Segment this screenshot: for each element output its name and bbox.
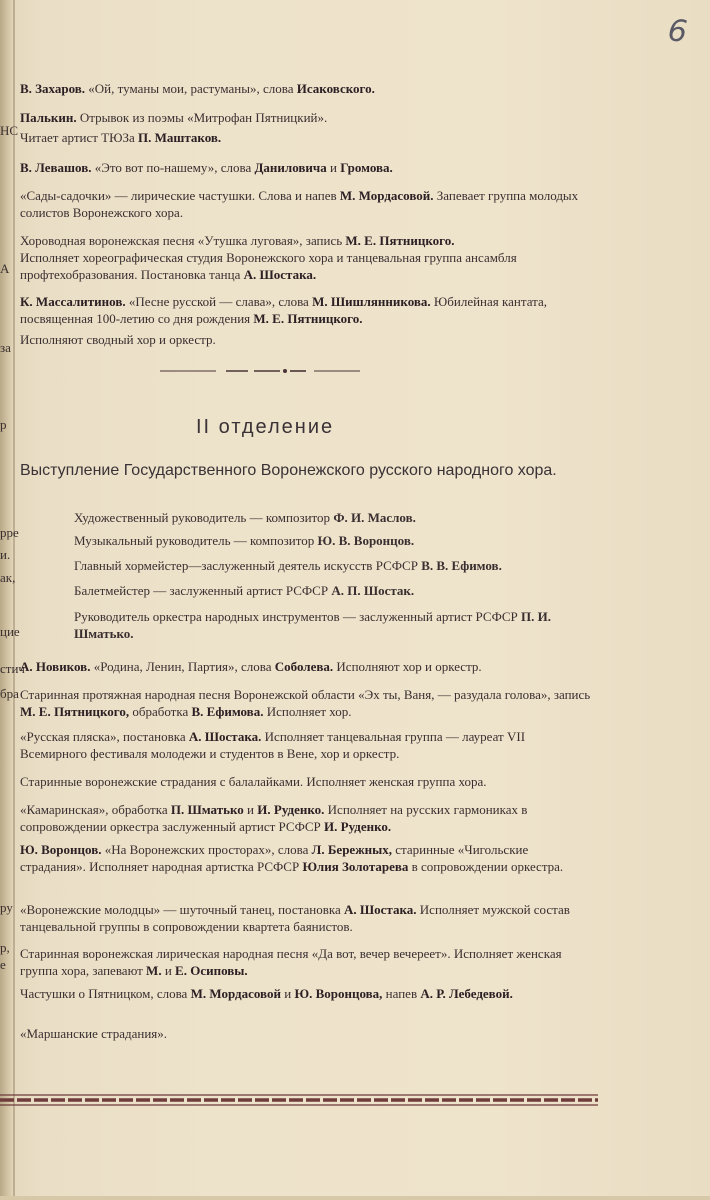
name-text: А. Шостака. <box>243 267 317 282</box>
name-text: М. Мордасовой. <box>339 188 434 203</box>
name-text: Ю. В. Воронцов. <box>317 533 415 548</box>
item-text: «Родина, Ленин, Партия», слова <box>90 659 275 674</box>
item-text: Художественный руководитель — композитор <box>74 510 334 525</box>
staff-line <box>74 557 594 574</box>
item-text: Старинные воронежские страдания с балалайками. Исполняет женская группа хора. <box>20 774 487 789</box>
item-text: «Это вот по-нашему», слова <box>91 160 255 175</box>
item-text: Исполняют сводный хор и оркестр. <box>20 332 216 347</box>
binding-edge-line <box>13 0 15 1200</box>
name-text: В. Левашов. <box>20 160 92 175</box>
name-text: Соболева. <box>274 659 334 674</box>
item-text: Балетмейстер — заслуженный артист РСФСР <box>74 583 332 598</box>
name-text: Палькин. <box>20 110 77 125</box>
name-text: А. Новиков. <box>20 659 91 674</box>
staff-line <box>74 509 594 526</box>
name-text: П. Маштаков. <box>138 130 222 145</box>
item-text: Исполняет мужской состав танцевальной группы в сопровождении квартета баянистов. <box>20 902 570 934</box>
binding-gutter <box>0 0 25 1200</box>
item-text: Исполняет хореографическая студия Воронежского хора и танцевальная группа ансамбля профтехобразования. Постановка танца <box>20 250 517 282</box>
item-text: «Песне русской — слава», слова <box>125 294 313 309</box>
name-text: А. Шостака. <box>188 729 262 744</box>
section-divider-ornament <box>160 365 360 377</box>
bottom-rule-ornament <box>0 1092 598 1108</box>
item-text: «Камаринская», обработка <box>20 802 171 817</box>
item-text: Руководитель оркестра народных инструментов — заслуженный артист РСФСР <box>74 609 522 624</box>
margin-fragment: ак, <box>0 570 16 585</box>
item-text: Частушки о Пятницком, слова <box>20 986 191 1001</box>
staff-line <box>74 582 594 599</box>
program-item <box>20 159 592 176</box>
program-item <box>20 249 592 283</box>
program-item <box>20 686 592 720</box>
name-text: И. Руденко. <box>324 819 392 834</box>
item-text: старинные «Чигольские страдания». Исполняет народная артистка РСФСР <box>20 842 529 874</box>
item-text: Музыкальный руководитель — композитор <box>74 533 318 548</box>
program-item <box>20 773 592 790</box>
program-item <box>20 232 592 249</box>
item-text: «Сады-садочки» — лирические частушки. Слова и напев <box>20 188 340 203</box>
margin-fragment: стич <box>0 661 25 676</box>
margin-fragment: бра <box>0 686 19 701</box>
program-item <box>20 1025 592 1042</box>
item-text: Читает артист ТЮЗа <box>20 130 138 145</box>
staff-line <box>74 608 594 642</box>
name-text: И. Руденко. <box>257 802 325 817</box>
name-text: К. Массалитинов. <box>20 294 126 309</box>
item-text: и <box>326 160 341 175</box>
program-item <box>20 945 592 979</box>
margin-fragment: за <box>0 340 11 355</box>
item-text: «На Воронежских просторах», слова <box>101 842 312 857</box>
item-text: Хороводная воронежская песня «Утушка луговая», запись <box>20 233 346 248</box>
name-text: М. Мордасовой <box>190 986 281 1001</box>
item-text: и <box>280 986 295 1001</box>
name-text: В. Ефимова. <box>191 704 264 719</box>
program-item <box>20 293 592 327</box>
program-item <box>20 658 592 675</box>
name-text: П. Шматько <box>170 802 244 817</box>
name-text: Ф. И. Маслов. <box>333 510 416 525</box>
item-text: Исполняет хор. <box>263 704 352 719</box>
item-text: «Воронежские молодцы» — шуточный танец, постановка <box>20 902 344 917</box>
name-text: А. Р. Лебедевой. <box>420 986 513 1001</box>
margin-fragment: рре <box>0 525 19 540</box>
item-text: Юбилейная кантата, посвященная 100-летию со дня рождения <box>20 294 547 326</box>
margin-fragment: и. <box>0 547 11 562</box>
item-text: Главный хормейстер—заслуженный деятель искусств РСФСР <box>74 558 422 573</box>
name-text: Юлия Золотарева <box>302 859 409 874</box>
program-item <box>20 129 592 146</box>
item-text: Старинная воронежская лирическая народная песня «Да вот, вечер вечереет». Исполняет женская группа хора, запевают <box>20 946 562 978</box>
name-text: В. В. Ефимов. <box>421 558 502 573</box>
margin-fragment: НС <box>0 123 19 138</box>
name-text: М. Шишлянникова. <box>312 294 431 309</box>
section-heading: II отделение <box>196 416 335 438</box>
staff-line <box>74 532 594 549</box>
name-text: А. Шостака. <box>344 902 417 917</box>
program-item <box>20 109 592 126</box>
name-text: В. Захаров. <box>20 81 86 96</box>
name-text: М. Е. Пятницкого. <box>253 311 363 326</box>
margin-fragment: р <box>0 417 7 432</box>
program-item <box>20 728 592 762</box>
page-bottom-edge <box>0 1196 710 1200</box>
program-item <box>20 841 592 875</box>
program-item <box>20 80 592 97</box>
item-text: Исполняет на русских гармониках в сопровождении оркестра заслуженный артист РСФСР <box>20 802 528 834</box>
margin-fragment: р, <box>0 940 10 955</box>
item-text: Исполняют хор и оркестр. <box>333 659 482 674</box>
program-item <box>20 331 592 348</box>
item-text: «Маршанские страдания». <box>20 1026 168 1041</box>
item-text: обработка <box>129 704 192 719</box>
item-text: в сопровождении оркестра. <box>408 859 564 874</box>
margin-fragment: цие <box>0 624 20 639</box>
name-text: М. Е. Пятницкого. <box>345 233 455 248</box>
item-text: Исполняет танцевальная группа — лауреат VII Всемирного фестиваля молодежи и студентов в Вене, хор и оркестр. <box>20 729 526 761</box>
name-text: А. П. Шостак. <box>331 583 415 598</box>
item-text: напев <box>382 986 421 1001</box>
name-text: М. Е. Пятницкого, <box>20 704 130 719</box>
item-text: «Русская пляска», постановка <box>20 729 189 744</box>
name-text: Л. Бережных, <box>311 842 393 857</box>
name-text: Ю. Воронцов. <box>20 842 102 857</box>
name-text: Ю. Воронцова, <box>294 986 383 1001</box>
item-text: и <box>161 963 176 978</box>
margin-fragment: е <box>0 957 6 972</box>
item-text: Запевает группа молодых солистов Воронежского хора. <box>20 188 579 220</box>
program-item <box>20 985 592 1002</box>
item-text: и <box>243 802 258 817</box>
name-text: Даниловича <box>254 160 327 175</box>
name-text: П. И. Шматько. <box>74 609 551 641</box>
name-text: Исаковского. <box>296 81 375 96</box>
name-text: Громова. <box>340 160 393 175</box>
margin-fragment: ру <box>0 900 13 915</box>
program-item <box>20 801 592 835</box>
section-intro: Выступление Государственного Воронежского русского народного хора. <box>20 462 557 479</box>
program-item <box>20 901 592 935</box>
name-text: М. <box>146 963 162 978</box>
program-item <box>20 187 592 221</box>
item-text: «Ой, туманы мои, растуманы», слова <box>85 81 297 96</box>
item-text: Отрывок из поэмы «Митрофан Пятницкий». <box>76 110 328 125</box>
item-text: Старинная протяжная народная песня Воронежской области «Эх ты, Ваня, — разудала голова», запись <box>20 687 591 702</box>
margin-fragment: А <box>0 261 10 276</box>
page-number: 6 <box>666 13 689 50</box>
name-text: Е. Осиповы. <box>175 963 248 978</box>
